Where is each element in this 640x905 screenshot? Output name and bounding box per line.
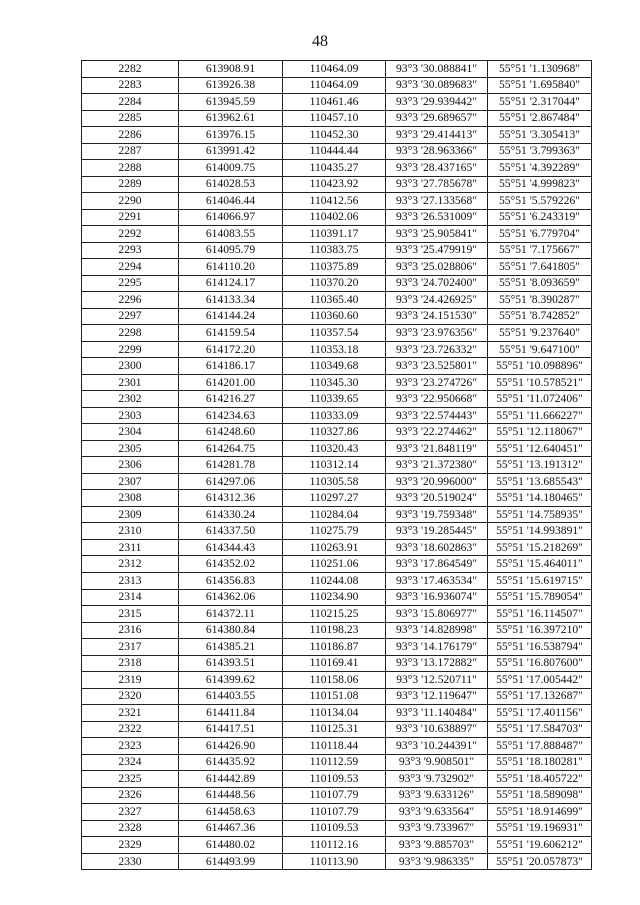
x-coordinate-cell: 614297.06 [179, 473, 283, 490]
x-coordinate-cell: 614046.44 [179, 193, 283, 210]
longitude-cell: 93°3 '22.274462" [386, 424, 488, 441]
longitude-cell: 93°3 '27.133568" [386, 193, 488, 210]
longitude-cell: 93°3 '28.963366" [386, 143, 488, 160]
x-coordinate-cell: 614362.06 [179, 589, 283, 606]
latitude-cell: 55°51 '11.666227" [488, 407, 592, 424]
longitude-cell: 93°3 '9.733967" [386, 820, 488, 837]
table-row [82, 407, 592, 424]
longitude-cell: 93°3 '12.520711" [386, 672, 488, 689]
y-coordinate-cell: 110109.53 [283, 820, 386, 837]
longitude-cell: 93°3 '23.726332" [386, 341, 488, 358]
point-number-cell: 2317 [82, 639, 179, 656]
table-row [82, 721, 592, 738]
x-coordinate-cell: 614380.84 [179, 622, 283, 639]
y-coordinate-cell: 110360.60 [283, 308, 386, 325]
latitude-cell: 55°51 '8.390287" [488, 292, 592, 309]
x-coordinate-cell: 614337.50 [179, 523, 283, 540]
x-coordinate-cell: 614216.27 [179, 391, 283, 408]
table-row [82, 655, 592, 672]
y-coordinate-cell: 110357.54 [283, 325, 386, 342]
y-coordinate-cell: 110464.09 [283, 61, 386, 78]
x-coordinate-cell: 614110.20 [179, 259, 283, 276]
x-coordinate-cell: 614083.55 [179, 226, 283, 243]
y-coordinate-cell: 110125.31 [283, 721, 386, 738]
point-number-cell: 2321 [82, 705, 179, 722]
y-coordinate-cell: 110198.23 [283, 622, 386, 639]
latitude-cell: 55°51 '19.196931" [488, 820, 592, 837]
point-number-cell: 2311 [82, 539, 179, 556]
x-coordinate-cell: 614411.84 [179, 705, 283, 722]
y-coordinate-cell: 110112.16 [283, 837, 386, 854]
longitude-cell: 93°3 '9.986335" [386, 853, 488, 870]
point-number-cell: 2302 [82, 391, 179, 408]
table-row [82, 787, 592, 804]
y-coordinate-cell: 110345.30 [283, 374, 386, 391]
table-row [82, 672, 592, 689]
table-row [82, 226, 592, 243]
point-number-cell: 2300 [82, 358, 179, 375]
x-coordinate-cell: 614393.51 [179, 655, 283, 672]
y-coordinate-cell: 110113.90 [283, 853, 386, 870]
table-row [82, 622, 592, 639]
x-coordinate-cell: 614009.75 [179, 160, 283, 177]
table-row [82, 160, 592, 177]
longitude-cell: 93°3 '18.602863" [386, 539, 488, 556]
longitude-cell: 93°3 '21.848119" [386, 440, 488, 457]
longitude-cell: 93°3 '23.976356" [386, 325, 488, 342]
coordinates-table [81, 60, 592, 870]
latitude-cell: 55°51 '3.799363" [488, 143, 592, 160]
table-row [82, 292, 592, 309]
table-row [82, 325, 592, 342]
point-number-cell: 2291 [82, 209, 179, 226]
latitude-cell: 55°51 '13.191312" [488, 457, 592, 474]
table-row [82, 556, 592, 573]
x-coordinate-cell: 614159.54 [179, 325, 283, 342]
point-number-cell: 2316 [82, 622, 179, 639]
table-row [82, 209, 592, 226]
y-coordinate-cell: 110327.86 [283, 424, 386, 441]
latitude-cell: 55°51 '3.305413" [488, 127, 592, 144]
x-coordinate-cell: 613962.61 [179, 110, 283, 127]
point-number-cell: 2319 [82, 672, 179, 689]
table-row [82, 193, 592, 210]
y-coordinate-cell: 110370.20 [283, 275, 386, 292]
y-coordinate-cell: 110365.40 [283, 292, 386, 309]
longitude-cell: 93°3 '22.574443" [386, 407, 488, 424]
table-row [82, 308, 592, 325]
latitude-cell: 55°51 '2.867484" [488, 110, 592, 127]
longitude-cell: 93°3 '28.437165" [386, 160, 488, 177]
longitude-cell: 93°3 '9.633126" [386, 787, 488, 804]
point-number-cell: 2325 [82, 771, 179, 788]
y-coordinate-cell: 110320.43 [283, 440, 386, 457]
table-row [82, 143, 592, 160]
table-row [82, 61, 592, 78]
table-row [82, 606, 592, 623]
point-number-cell: 2297 [82, 308, 179, 325]
x-coordinate-cell: 614133.34 [179, 292, 283, 309]
table-row [82, 127, 592, 144]
point-number-cell: 2327 [82, 804, 179, 821]
x-coordinate-cell: 614458.63 [179, 804, 283, 821]
y-coordinate-cell: 110444.44 [283, 143, 386, 160]
table-row [82, 572, 592, 589]
x-coordinate-cell: 614312.36 [179, 490, 283, 507]
y-coordinate-cell: 110297.27 [283, 490, 386, 507]
latitude-cell: 55°51 '5.579226" [488, 193, 592, 210]
latitude-cell: 55°51 '19.606212" [488, 837, 592, 854]
y-coordinate-cell: 110312.14 [283, 457, 386, 474]
latitude-cell: 55°51 '6.779704" [488, 226, 592, 243]
y-coordinate-cell: 110383.75 [283, 242, 386, 259]
latitude-cell: 55°51 '17.888487" [488, 738, 592, 755]
y-coordinate-cell: 110151.08 [283, 688, 386, 705]
y-coordinate-cell: 110464.09 [283, 77, 386, 94]
table-row [82, 639, 592, 656]
longitude-cell: 93°3 '29.939442" [386, 94, 488, 111]
x-coordinate-cell: 614352.02 [179, 556, 283, 573]
y-coordinate-cell: 110186.87 [283, 639, 386, 656]
y-coordinate-cell: 110109.53 [283, 771, 386, 788]
table-row [82, 771, 592, 788]
latitude-cell: 55°51 '16.397210" [488, 622, 592, 639]
table-row [82, 804, 592, 821]
latitude-cell: 55°51 '18.405722" [488, 771, 592, 788]
table-row [82, 77, 592, 94]
latitude-cell: 55°51 '8.093659" [488, 275, 592, 292]
point-number-cell: 2307 [82, 473, 179, 490]
latitude-cell: 55°51 '17.005442" [488, 672, 592, 689]
table-row [82, 473, 592, 490]
table-row [82, 688, 592, 705]
y-coordinate-cell: 110457.10 [283, 110, 386, 127]
latitude-cell: 55°51 '14.758935" [488, 506, 592, 523]
x-coordinate-cell: 614066.97 [179, 209, 283, 226]
latitude-cell: 55°51 '8.742852" [488, 308, 592, 325]
longitude-cell: 93°3 '26.531009" [386, 209, 488, 226]
table-row [82, 374, 592, 391]
point-number-cell: 2296 [82, 292, 179, 309]
x-coordinate-cell: 614281.78 [179, 457, 283, 474]
latitude-cell: 55°51 '1.695840" [488, 77, 592, 94]
table-row [82, 837, 592, 854]
x-coordinate-cell: 614028.53 [179, 176, 283, 193]
point-number-cell: 2320 [82, 688, 179, 705]
latitude-cell: 55°51 '18.180281" [488, 754, 592, 771]
latitude-cell: 55°51 '15.218269" [488, 539, 592, 556]
y-coordinate-cell: 110284.04 [283, 506, 386, 523]
x-coordinate-cell: 614426.90 [179, 738, 283, 755]
point-number-cell: 2322 [82, 721, 179, 738]
longitude-cell: 93°3 '24.426925" [386, 292, 488, 309]
y-coordinate-cell: 110215.25 [283, 606, 386, 623]
point-number-cell: 2283 [82, 77, 179, 94]
point-number-cell: 2293 [82, 242, 179, 259]
y-coordinate-cell: 110461.46 [283, 94, 386, 111]
y-coordinate-cell: 110158.06 [283, 672, 386, 689]
longitude-cell: 93°3 '13.172882" [386, 655, 488, 672]
y-coordinate-cell: 110423.92 [283, 176, 386, 193]
point-number-cell: 2313 [82, 572, 179, 589]
x-coordinate-cell: 614201.00 [179, 374, 283, 391]
table-row [82, 705, 592, 722]
x-coordinate-cell: 614264.75 [179, 440, 283, 457]
latitude-cell: 55°51 '9.647100" [488, 341, 592, 358]
latitude-cell: 55°51 '15.789054" [488, 589, 592, 606]
table-row [82, 341, 592, 358]
x-coordinate-cell: 613945.59 [179, 94, 283, 111]
y-coordinate-cell: 110452.30 [283, 127, 386, 144]
y-coordinate-cell: 110112.59 [283, 754, 386, 771]
point-number-cell: 2314 [82, 589, 179, 606]
latitude-cell: 55°51 '11.072406" [488, 391, 592, 408]
x-coordinate-cell: 613908.91 [179, 61, 283, 78]
point-number-cell: 2305 [82, 440, 179, 457]
x-coordinate-cell: 614385.21 [179, 639, 283, 656]
y-coordinate-cell: 110244.08 [283, 572, 386, 589]
x-coordinate-cell: 614248.60 [179, 424, 283, 441]
longitude-cell: 93°3 '23.274726" [386, 374, 488, 391]
point-number-cell: 2301 [82, 374, 179, 391]
table-row [82, 457, 592, 474]
x-coordinate-cell: 614095.79 [179, 242, 283, 259]
x-coordinate-cell: 614403.55 [179, 688, 283, 705]
x-coordinate-cell: 614435.92 [179, 754, 283, 771]
x-coordinate-cell: 614493.99 [179, 853, 283, 870]
point-number-cell: 2326 [82, 787, 179, 804]
longitude-cell: 93°3 '12.119647" [386, 688, 488, 705]
point-number-cell: 2329 [82, 837, 179, 854]
y-coordinate-cell: 110353.18 [283, 341, 386, 358]
x-coordinate-cell: 614344.43 [179, 539, 283, 556]
longitude-cell: 93°3 '23.525801" [386, 358, 488, 375]
point-number-cell: 2284 [82, 94, 179, 111]
latitude-cell: 55°51 '4.999823" [488, 176, 592, 193]
point-number-cell: 2309 [82, 506, 179, 523]
point-number-cell: 2324 [82, 754, 179, 771]
latitude-cell: 55°51 '10.098896" [488, 358, 592, 375]
latitude-cell: 55°51 '9.237640" [488, 325, 592, 342]
latitude-cell: 55°51 '15.464011" [488, 556, 592, 573]
longitude-cell: 93°3 '24.151530" [386, 308, 488, 325]
longitude-cell: 93°3 '30.088841" [386, 61, 488, 78]
longitude-cell: 93°3 '30.089683" [386, 77, 488, 94]
point-number-cell: 2312 [82, 556, 179, 573]
point-number-cell: 2308 [82, 490, 179, 507]
point-number-cell: 2304 [82, 424, 179, 441]
point-number-cell: 2294 [82, 259, 179, 276]
y-coordinate-cell: 110333.09 [283, 407, 386, 424]
x-coordinate-cell: 614467.36 [179, 820, 283, 837]
longitude-cell: 93°3 '10.244391" [386, 738, 488, 755]
point-number-cell: 2295 [82, 275, 179, 292]
point-number-cell: 2285 [82, 110, 179, 127]
table-row [82, 440, 592, 457]
longitude-cell: 93°3 '14.176179" [386, 639, 488, 656]
latitude-cell: 55°51 '16.807600" [488, 655, 592, 672]
point-number-cell: 2289 [82, 176, 179, 193]
latitude-cell: 55°51 '17.401156" [488, 705, 592, 722]
point-number-cell: 2287 [82, 143, 179, 160]
x-coordinate-cell: 614417.51 [179, 721, 283, 738]
x-coordinate-cell: 614356.83 [179, 572, 283, 589]
point-number-cell: 2299 [82, 341, 179, 358]
latitude-cell: 55°51 '13.685543" [488, 473, 592, 490]
y-coordinate-cell: 110118.44 [283, 738, 386, 755]
longitude-cell: 93°3 '9.908501" [386, 754, 488, 771]
x-coordinate-cell: 614372.11 [179, 606, 283, 623]
table-row [82, 738, 592, 755]
y-coordinate-cell: 110305.58 [283, 473, 386, 490]
point-number-cell: 2288 [82, 160, 179, 177]
latitude-cell: 55°51 '7.175667" [488, 242, 592, 259]
longitude-cell: 93°3 '19.759348" [386, 506, 488, 523]
x-coordinate-cell: 613976.15 [179, 127, 283, 144]
latitude-cell: 55°51 '10.578521" [488, 374, 592, 391]
table-row [82, 275, 592, 292]
table-row [82, 110, 592, 127]
x-coordinate-cell: 614186.17 [179, 358, 283, 375]
table-row [82, 94, 592, 111]
y-coordinate-cell: 110412.56 [283, 193, 386, 210]
longitude-cell: 93°3 '25.905841" [386, 226, 488, 243]
table-row [82, 391, 592, 408]
point-number-cell: 2286 [82, 127, 179, 144]
longitude-cell: 93°3 '11.140484" [386, 705, 488, 722]
x-coordinate-cell: 614399.62 [179, 672, 283, 689]
latitude-cell: 55°51 '12.118067" [488, 424, 592, 441]
table-row [82, 176, 592, 193]
x-coordinate-cell: 614442.89 [179, 771, 283, 788]
latitude-cell: 55°51 '6.243319" [488, 209, 592, 226]
point-number-cell: 2315 [82, 606, 179, 623]
longitude-cell: 93°3 '21.372380" [386, 457, 488, 474]
table-row [82, 242, 592, 259]
table-row [82, 424, 592, 441]
longitude-cell: 93°3 '10.638897" [386, 721, 488, 738]
longitude-cell: 93°3 '20.996000" [386, 473, 488, 490]
longitude-cell: 93°3 '16.936074" [386, 589, 488, 606]
longitude-cell: 93°3 '9.732902" [386, 771, 488, 788]
page-number: 48 [312, 33, 328, 50]
latitude-cell: 55°51 '14.180465" [488, 490, 592, 507]
x-coordinate-cell: 613991.42 [179, 143, 283, 160]
latitude-cell: 55°51 '14.993891" [488, 523, 592, 540]
point-number-cell: 2298 [82, 325, 179, 342]
y-coordinate-cell: 110275.79 [283, 523, 386, 540]
latitude-cell: 55°51 '12.640451" [488, 440, 592, 457]
longitude-cell: 93°3 '25.028806" [386, 259, 488, 276]
longitude-cell: 93°3 '29.689657" [386, 110, 488, 127]
longitude-cell: 93°3 '22.950668" [386, 391, 488, 408]
longitude-cell: 93°3 '17.463534" [386, 572, 488, 589]
point-number-cell: 2330 [82, 853, 179, 870]
y-coordinate-cell: 110263.91 [283, 539, 386, 556]
latitude-cell: 55°51 '17.584703" [488, 721, 592, 738]
longitude-cell: 93°3 '9.885703" [386, 837, 488, 854]
x-coordinate-cell: 613926.38 [179, 77, 283, 94]
y-coordinate-cell: 110107.79 [283, 804, 386, 821]
point-number-cell: 2292 [82, 226, 179, 243]
longitude-cell: 93°3 '9.633564" [386, 804, 488, 821]
point-number-cell: 2290 [82, 193, 179, 210]
point-number-cell: 2318 [82, 655, 179, 672]
longitude-cell: 93°3 '24.702400" [386, 275, 488, 292]
x-coordinate-cell: 614172.20 [179, 341, 283, 358]
table-row [82, 490, 592, 507]
longitude-cell: 93°3 '20.519024" [386, 490, 488, 507]
x-coordinate-cell: 614480.02 [179, 837, 283, 854]
longitude-cell: 93°3 '29.414413" [386, 127, 488, 144]
point-number-cell: 2310 [82, 523, 179, 540]
y-coordinate-cell: 110339.65 [283, 391, 386, 408]
table-row [82, 358, 592, 375]
point-number-cell: 2328 [82, 820, 179, 837]
x-coordinate-cell: 614234.63 [179, 407, 283, 424]
latitude-cell: 55°51 '15.619715" [488, 572, 592, 589]
y-coordinate-cell: 110251.06 [283, 556, 386, 573]
y-coordinate-cell: 110107.79 [283, 787, 386, 804]
table-row [82, 523, 592, 540]
table-row [82, 820, 592, 837]
x-coordinate-cell: 614448.56 [179, 787, 283, 804]
table-row [82, 259, 592, 276]
x-coordinate-cell: 614330.24 [179, 506, 283, 523]
table-row [82, 754, 592, 771]
y-coordinate-cell: 110391.17 [283, 226, 386, 243]
longitude-cell: 93°3 '27.785678" [386, 176, 488, 193]
latitude-cell: 55°51 '16.538794" [488, 639, 592, 656]
latitude-cell: 55°51 '18.589098" [488, 787, 592, 804]
y-coordinate-cell: 110169.41 [283, 655, 386, 672]
table-row [82, 506, 592, 523]
table-row [82, 539, 592, 556]
longitude-cell: 93°3 '14.828998" [386, 622, 488, 639]
latitude-cell: 55°51 '18.914699" [488, 804, 592, 821]
longitude-cell: 93°3 '17.864549" [386, 556, 488, 573]
table-row [82, 853, 592, 870]
x-coordinate-cell: 614124.17 [179, 275, 283, 292]
table-row [82, 589, 592, 606]
latitude-cell: 55°51 '2.317044" [488, 94, 592, 111]
x-coordinate-cell: 614144.24 [179, 308, 283, 325]
latitude-cell: 55°51 '20.057873" [488, 853, 592, 870]
latitude-cell: 55°51 '17.132687" [488, 688, 592, 705]
latitude-cell: 55°51 '4.392289" [488, 160, 592, 177]
longitude-cell: 93°3 '25.479919" [386, 242, 488, 259]
y-coordinate-cell: 110375.89 [283, 259, 386, 276]
longitude-cell: 93°3 '19.285445" [386, 523, 488, 540]
latitude-cell: 55°51 '7.641805" [488, 259, 592, 276]
point-number-cell: 2323 [82, 738, 179, 755]
y-coordinate-cell: 110402.06 [283, 209, 386, 226]
y-coordinate-cell: 110134.04 [283, 705, 386, 722]
latitude-cell: 55°51 '16.114507" [488, 606, 592, 623]
point-number-cell: 2282 [82, 61, 179, 78]
point-number-cell: 2306 [82, 457, 179, 474]
point-number-cell: 2303 [82, 407, 179, 424]
y-coordinate-cell: 110349.68 [283, 358, 386, 375]
y-coordinate-cell: 110435.27 [283, 160, 386, 177]
y-coordinate-cell: 110234.90 [283, 589, 386, 606]
latitude-cell: 55°51 '1.130968" [488, 61, 592, 78]
longitude-cell: 93°3 '15.806977" [386, 606, 488, 623]
